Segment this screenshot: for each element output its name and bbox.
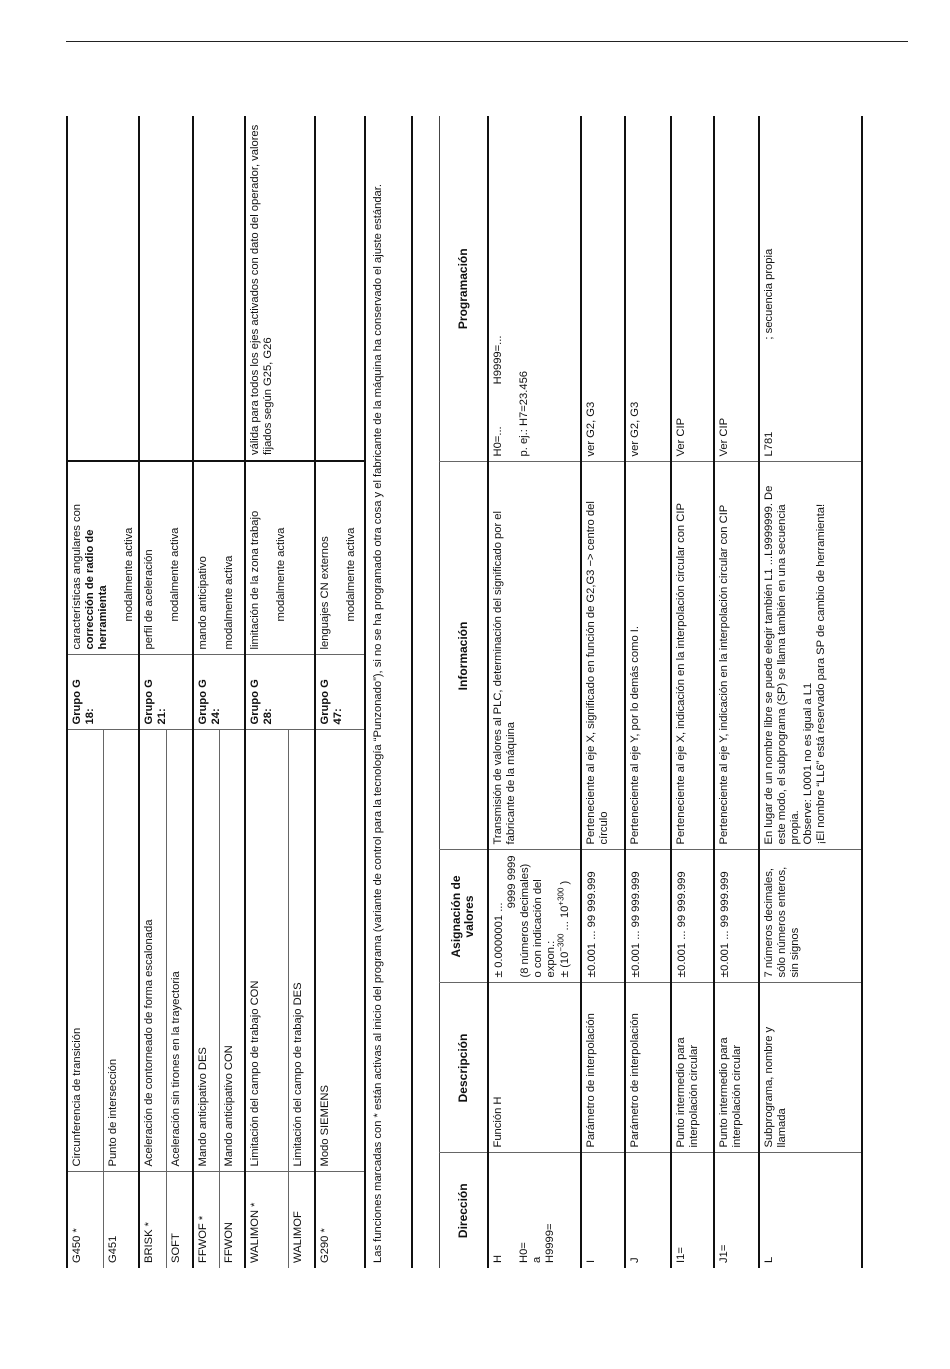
desc-cell: Parámetro de interpolación xyxy=(581,983,625,1153)
note-row xyxy=(365,116,412,1268)
extra-cell xyxy=(139,116,193,461)
code-cell: G451 xyxy=(104,1172,139,1268)
rotated-table-2-container xyxy=(439,116,861,1268)
info-cell: Perteneciente al eje X, significado en función de G2,G3 −> centro del círculo xyxy=(581,462,625,850)
table-row xyxy=(245,116,288,1268)
dir-cell: I xyxy=(581,1153,625,1268)
table-row xyxy=(625,116,671,1268)
group-text-cell: características angulares con corrección de radio de herramienta modalmente activa xyxy=(67,461,139,655)
table-row xyxy=(193,116,219,1268)
value-cell: 7 números decimales, sólo números enteros, sin signos xyxy=(759,850,862,983)
table-row xyxy=(581,116,625,1268)
table-row xyxy=(488,116,581,1268)
prog-cell: ver G2, G3 xyxy=(625,116,671,462)
desc-cell: Aceleración sin tirones en la trayectoria xyxy=(166,730,193,1172)
group-text-cell: limitación de la zona trabajo modalmente activa xyxy=(245,461,315,655)
group-text-cell: lenguajes CN externos modalmente activa xyxy=(315,461,365,655)
table-row xyxy=(315,116,365,1268)
value-cell: ± 0.0000001 ... 9999 9999 (8 números decimales) o con indicación del expon.: ± ($10^{-300}$ ... $10^{+300}$ ) xyxy=(488,850,581,983)
desc-cell: Función H xyxy=(488,983,581,1153)
desc-cell: Modo SIEMENS xyxy=(315,730,365,1172)
desc-cell: Limitación del campo de trabajo CON xyxy=(245,730,288,1172)
rotated-table-1-container xyxy=(66,116,408,1268)
prog-cell: ver G2, G3 xyxy=(581,116,625,462)
table-row xyxy=(714,116,759,1268)
header-direccion: Dirección xyxy=(440,1153,488,1268)
group-text-cell: mando anticipativo modalmente activa xyxy=(193,461,245,655)
group-cell: Grupo G 18: xyxy=(67,655,139,730)
code-cell: SOFT xyxy=(166,1172,193,1268)
header-row xyxy=(440,116,488,1268)
g-code-groups-table xyxy=(66,116,413,1268)
code-cell: FFWON xyxy=(219,1172,245,1268)
dir-cell: J xyxy=(625,1153,671,1268)
info-cell: Transmisión de valores al PLC, determinación del significado por el fabricante de la máquina xyxy=(488,462,581,850)
dir-cell: H H0= a H9999= xyxy=(491,1223,556,1263)
group-cell: Grupo G 28: xyxy=(245,655,315,730)
code-cell: G290 * xyxy=(315,1172,365,1268)
table-row xyxy=(759,116,862,1268)
value-cell: ±0.001 ... 99 999.999 xyxy=(625,850,671,983)
desc-cell: Mando anticipativo DES xyxy=(193,730,219,1172)
code-cell: WALIMOF xyxy=(288,1172,315,1268)
group-cell: Grupo G 21: xyxy=(139,655,193,730)
info-cell: Perteneciente al eje X, indicación en la interpolación circular con CIP xyxy=(671,462,714,850)
prog-cell: H0=...H9999=... p. ej.: H7=23.456 xyxy=(488,116,581,462)
value-cell: ±0.001 ... 99 999.999 xyxy=(714,850,759,983)
desc-cell: Punto de intersección xyxy=(104,730,139,1172)
footnote: Las funciones marcadas con * están activas al inicio del programa (variante de control para la tecnología “Punzonado”), si no se ha programado otra cosa y el fabricante de la máquina ha conservado el ajuste estándar. xyxy=(365,116,412,1268)
value-cell: ±0.001 ... 99 999.999 xyxy=(671,850,714,983)
group-text-bold: corrección de radio de herramienta xyxy=(84,529,109,650)
desc-cell: Punto intermedio para interpolación circular xyxy=(714,983,759,1153)
code-cell: WALIMON * xyxy=(245,1172,288,1268)
dir-cell: L xyxy=(759,1153,862,1268)
desc-cell: Limitación del campo de trabajo DES xyxy=(288,730,315,1172)
header-programacion: Programación xyxy=(440,116,488,462)
extra-cell xyxy=(315,116,365,461)
address-table xyxy=(439,116,863,1268)
extra-cell: válida para todos los ejes activados con dato del operador, valores fijados según G25, G26 xyxy=(245,116,315,461)
code-cell: G450 * xyxy=(67,1172,104,1268)
dir-cell: I1= xyxy=(671,1153,714,1268)
header-informacion: Información xyxy=(440,462,488,850)
desc-cell: Parámetro de interpolación xyxy=(625,983,671,1153)
value-cell: ±0.001 ... 99 999.999 xyxy=(581,850,625,983)
table-row xyxy=(67,116,104,1268)
code-cell: BRISK * xyxy=(139,1172,166,1268)
header-descripcion: Descripción xyxy=(440,983,488,1153)
info-cell: Perteneciente al eje Y, indicación en la interpolación circular con CIP xyxy=(714,462,759,850)
group-text-cell: perfil de aceleración modalmente activa xyxy=(139,461,193,655)
desc-cell: Mando anticipativo CON xyxy=(219,730,245,1172)
dir-cell: J1= xyxy=(714,1153,759,1268)
info-cell: En lugar de un nombre libre se puede elegir también L1 ...L9999999. De este modo, el subprograma (SP) se llama también en una secuencia propia. Observe: L0001 no es igual a L1 ¡El nombre “LL6” está reservado para SP de cambio de herramienta! xyxy=(759,462,862,850)
desc-cell: Punto intermedio para interpolación circular xyxy=(671,983,714,1153)
prog-cell: Ver CIP xyxy=(671,116,714,462)
desc-cell: Aceleración de contorneado de forma escalonada xyxy=(139,730,166,1172)
info-cell: Perteneciente al eje Y, por lo demás como I. xyxy=(625,462,671,850)
prog-cell: L781; secuencia propia xyxy=(759,116,862,462)
extra-cell xyxy=(193,116,245,461)
table-row xyxy=(671,116,714,1268)
code-cell: FFWOF * xyxy=(193,1172,219,1268)
desc-cell: Circunferencia de transición xyxy=(67,730,104,1172)
table-row xyxy=(139,116,166,1268)
desc-cell: Subprograma, nombre y llamada xyxy=(759,983,862,1153)
extra-cell xyxy=(67,116,139,461)
header-asignacion: Asignación de valores xyxy=(440,850,488,983)
group-cell: Grupo G 24: xyxy=(193,655,245,730)
group-cell: Grupo G 47: xyxy=(315,655,365,730)
header-rule xyxy=(66,41,908,42)
prog-cell: Ver CIP xyxy=(714,116,759,462)
